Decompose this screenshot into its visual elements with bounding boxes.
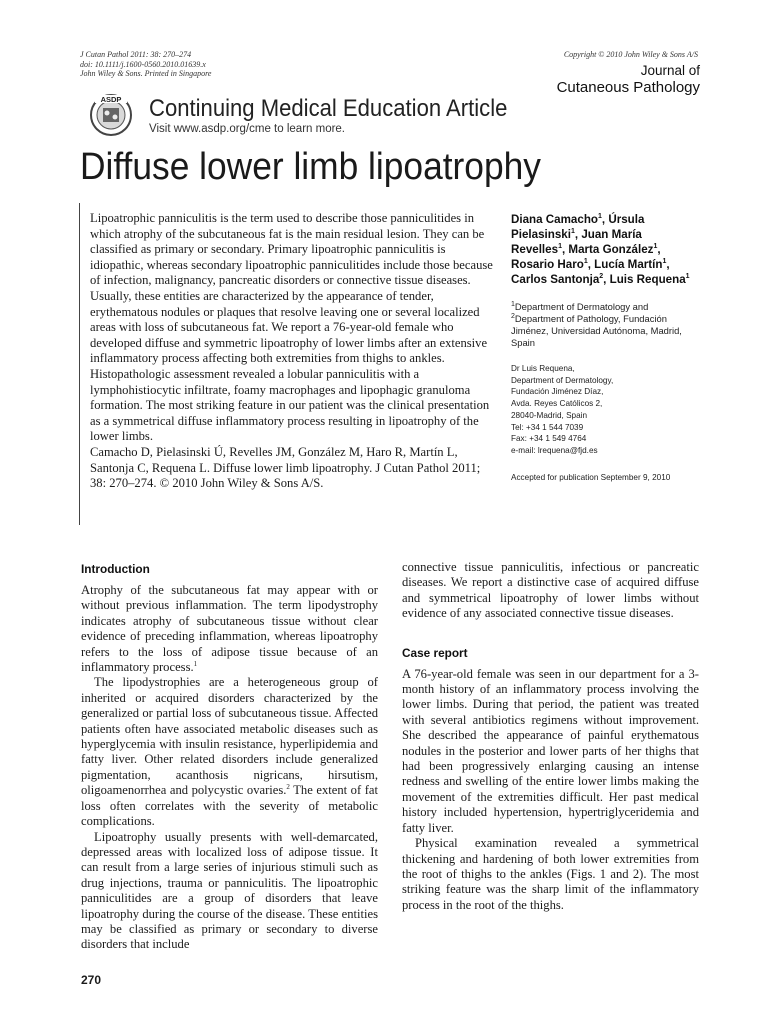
doi: doi: 10.1111/j.1600-0560.2010.01639.x — [80, 59, 206, 69]
author-affiliation-marker: 1 — [597, 213, 602, 221]
author-affiliation-marker: 2 — [599, 273, 604, 281]
case-report-paragraph-1: A 76-year-old female was seen in our department for a 3-month history of an inflammatory process involving the lower limbs. During that period, the patient was treated with several antibiotics regimens without improvement. She described the appearance of painful erythematous nodules in the posterior and lower parts of her thighs that had been progressively enlarging causing an intense redness and swelling of the entire lower limbs making the movement of the extremities difficult. Her past medical history included hypertension, hypertriglyceridemia and fatty liver. — [402, 666, 699, 835]
asdp-logo-icon — [86, 92, 136, 138]
author-affiliation-marker: 1 — [558, 243, 562, 251]
copyright-notice: Copyright © 2010 John Wiley & Sons A/S — [563, 50, 698, 59]
abstract — [90, 211, 493, 492]
author-affiliation-marker: 1 — [653, 243, 658, 251]
reference-marker: 1 — [193, 659, 198, 668]
author-name: Lucía Martín — [594, 258, 663, 271]
author-name: Carlos Santonja — [511, 273, 600, 286]
introduction-continued: connective tissue panniculitis, infectious or pancreatic diseases. We report a distinctive case of acquired diffuse and symmetrical lipoatrophy of lower limbs without evidence of any associated connective tissue diseases. — [402, 560, 699, 621]
abstract-rule — [79, 203, 80, 525]
affiliations — [511, 301, 696, 349]
author-name: Rosario Haro — [511, 258, 584, 271]
affiliation: $^1$Department of Dermatology and — [511, 300, 649, 312]
body-column-left — [81, 562, 378, 953]
journal-citation: J Cutan Pathol 2011: 38: 270–274 — [80, 50, 192, 59]
page-number: 270 — [81, 973, 102, 987]
author-affiliation-marker: 1 — [570, 228, 575, 236]
case-report-heading: Case report — [402, 645, 468, 660]
introduction-paragraph-3: Lipoatrophy usually presents with well-demarcated, depressed areas with localized loss of adipose tissue. It can result from a large series of injurious stimuli such as drug injections, trauma or panniculitis. The lipoatrophic panniculitides are a group of disorders that leave lipoatrophy during the course of the disease. These entities may be classified as primary or secondary to diverse disorders that include — [81, 829, 378, 952]
cme-banner-title: Continuing Medical Education Article — [149, 95, 508, 122]
correspondence-line: Avda. Reyes Católicos 2, — [511, 399, 603, 409]
correspondence-line[interactable]: e-mail: lrequena@fjd.es — [511, 445, 598, 455]
accepted-date: Accepted for publication September 9, 2010 — [511, 472, 671, 482]
correspondence-line: 28040-Madrid, Spain — [511, 410, 588, 420]
author-name: Diana Camacho — [511, 213, 598, 226]
correspondence-line: Tel: +34 1 544 7039 — [511, 422, 584, 432]
author-name: Juan María Revelles — [511, 228, 642, 256]
journal-name — [460, 63, 700, 97]
author-name: Marta González — [568, 243, 654, 256]
correspondence-line: Department of Dermatology, — [511, 375, 614, 385]
correspondence-address — [511, 363, 696, 457]
abstract-text: Lipoatrophic panniculitis is the term used to describe those panniculitides in which atrophy of the subcutaneous fat is the main residual lesion. They can be classified as primary or secondary. Primary lipoatrophic panniculitis is idiopathic, whereas secondary lipoatrophic panniculitides include those because of infection, malignancy, pancreatic disorders or connective tissue diseases. Usually, these entities are characterized by the appearance of tender, erythematous nodules or plaques that resolve leaving one or several localized areas with loss of subcutaneous fat. We report a 76-year-old female who developed diffuse and symmetric lipoatrophy of lower limbs after an extensive inflammatory process affecting both extremities from thighs to ankles. Histopathologic assessment revealed a lobular panniculitis with a lymphohistiocytic infiltrate, foamy macrophages and lipophagic granuloma formation. The most striking feature in our patient was the clinical presentation as a symmetrical diffuse inflammatory process resulting in lipoatrophy of the lower limbs. — [90, 211, 493, 444]
introduction-paragraph-1: Atrophy of the subcutaneous fat may appear with or without previous inflammation. The term lipodystrophy indicates atrophy of subcutaneous tissue without clear evidence of preceding inflammation, whereas lipoatrophy refers to the loss of adipose tissue because of an inflammatory process.$^1$ — [81, 583, 378, 675]
introduction-paragraph-2: The lipodystrophies are a heterogeneous group of inherited or acquired disorders characterized by the generalized or partial loss of subcutaneous tissue. Affected patients often have associated metabolic diseases such as hyperglycemia with insulin resistance, hyperlipidemia and fatty liver. Other related disorders include generalized pigmentation, acanthosis nigricans, hirsutism, oligoamenorrhea and polycystic ovaries.$^2$ The extent of fat loss often correlates with the severity of metabolic complications. — [81, 675, 378, 829]
correspondence-line: Fax: +34 1 549 4764 — [511, 434, 587, 444]
author-affiliation-marker: 1 — [685, 273, 690, 281]
author-name: Luis Requena — [609, 273, 686, 286]
affiliation: $^2$Department of Pathology, Fundación Jiménez, Universidad Autónoma, Madrid, Spain — [511, 312, 682, 348]
article-citation: Camacho D, Pielasinski Ú, Revelles JM, González M, Haro R, Martín L, Santonja C, Requena L. Diffuse lower limb lipoatrophy. J Cutan Pathol 2011; 38: 270–274. © 2010 John Wiley & Sons A/S. — [90, 444, 481, 491]
body-column-right — [402, 560, 699, 913]
logo-text: ASDP — [100, 95, 122, 104]
cme-url-link[interactable]: Visit www.asdp.org/cme to learn more. — [149, 123, 346, 135]
author-name: Úrsula Pielasinski — [511, 213, 645, 241]
case-report-paragraph-2: Physical examination revealed a symmetrical thickening and hardening of both lower extremities from the root of thighs to the ankles (Figs. 1 and 2). The most striking feature was the sharp limit of the inflammatory process in the root of the thighs. — [402, 836, 699, 912]
journal-name-line2: Cutaneous Pathology — [556, 79, 700, 96]
author-affiliation-marker: 1 — [662, 258, 667, 266]
correspondence-line: Dr Luis Requena, — [511, 364, 575, 373]
reference-marker: 2 — [286, 783, 290, 792]
introduction-heading: Introduction — [81, 562, 150, 576]
publisher-note: John Wiley & Sons. Printed in Singapore — [80, 69, 212, 78]
author-sidebar — [511, 212, 696, 482]
journal-meta — [80, 50, 380, 79]
journal-name-line1: Journal of — [640, 63, 700, 78]
author-list: Diana Camacho$^1$, Úrsula Pielasinski$^1$, Juan María Revelles$^1$, Marta González$^1$, Rosario Haro$^1$, Lucía Martín$^1$, Carlos Santonja$^2$, Luis Requena$^1$ — [511, 213, 690, 286]
correspondence-line: Fundación Jiménez Díaz, — [511, 387, 604, 397]
article-title: Diffuse lower limb lipoatrophy — [80, 146, 541, 188]
author-affiliation-marker: 1 — [583, 258, 588, 266]
